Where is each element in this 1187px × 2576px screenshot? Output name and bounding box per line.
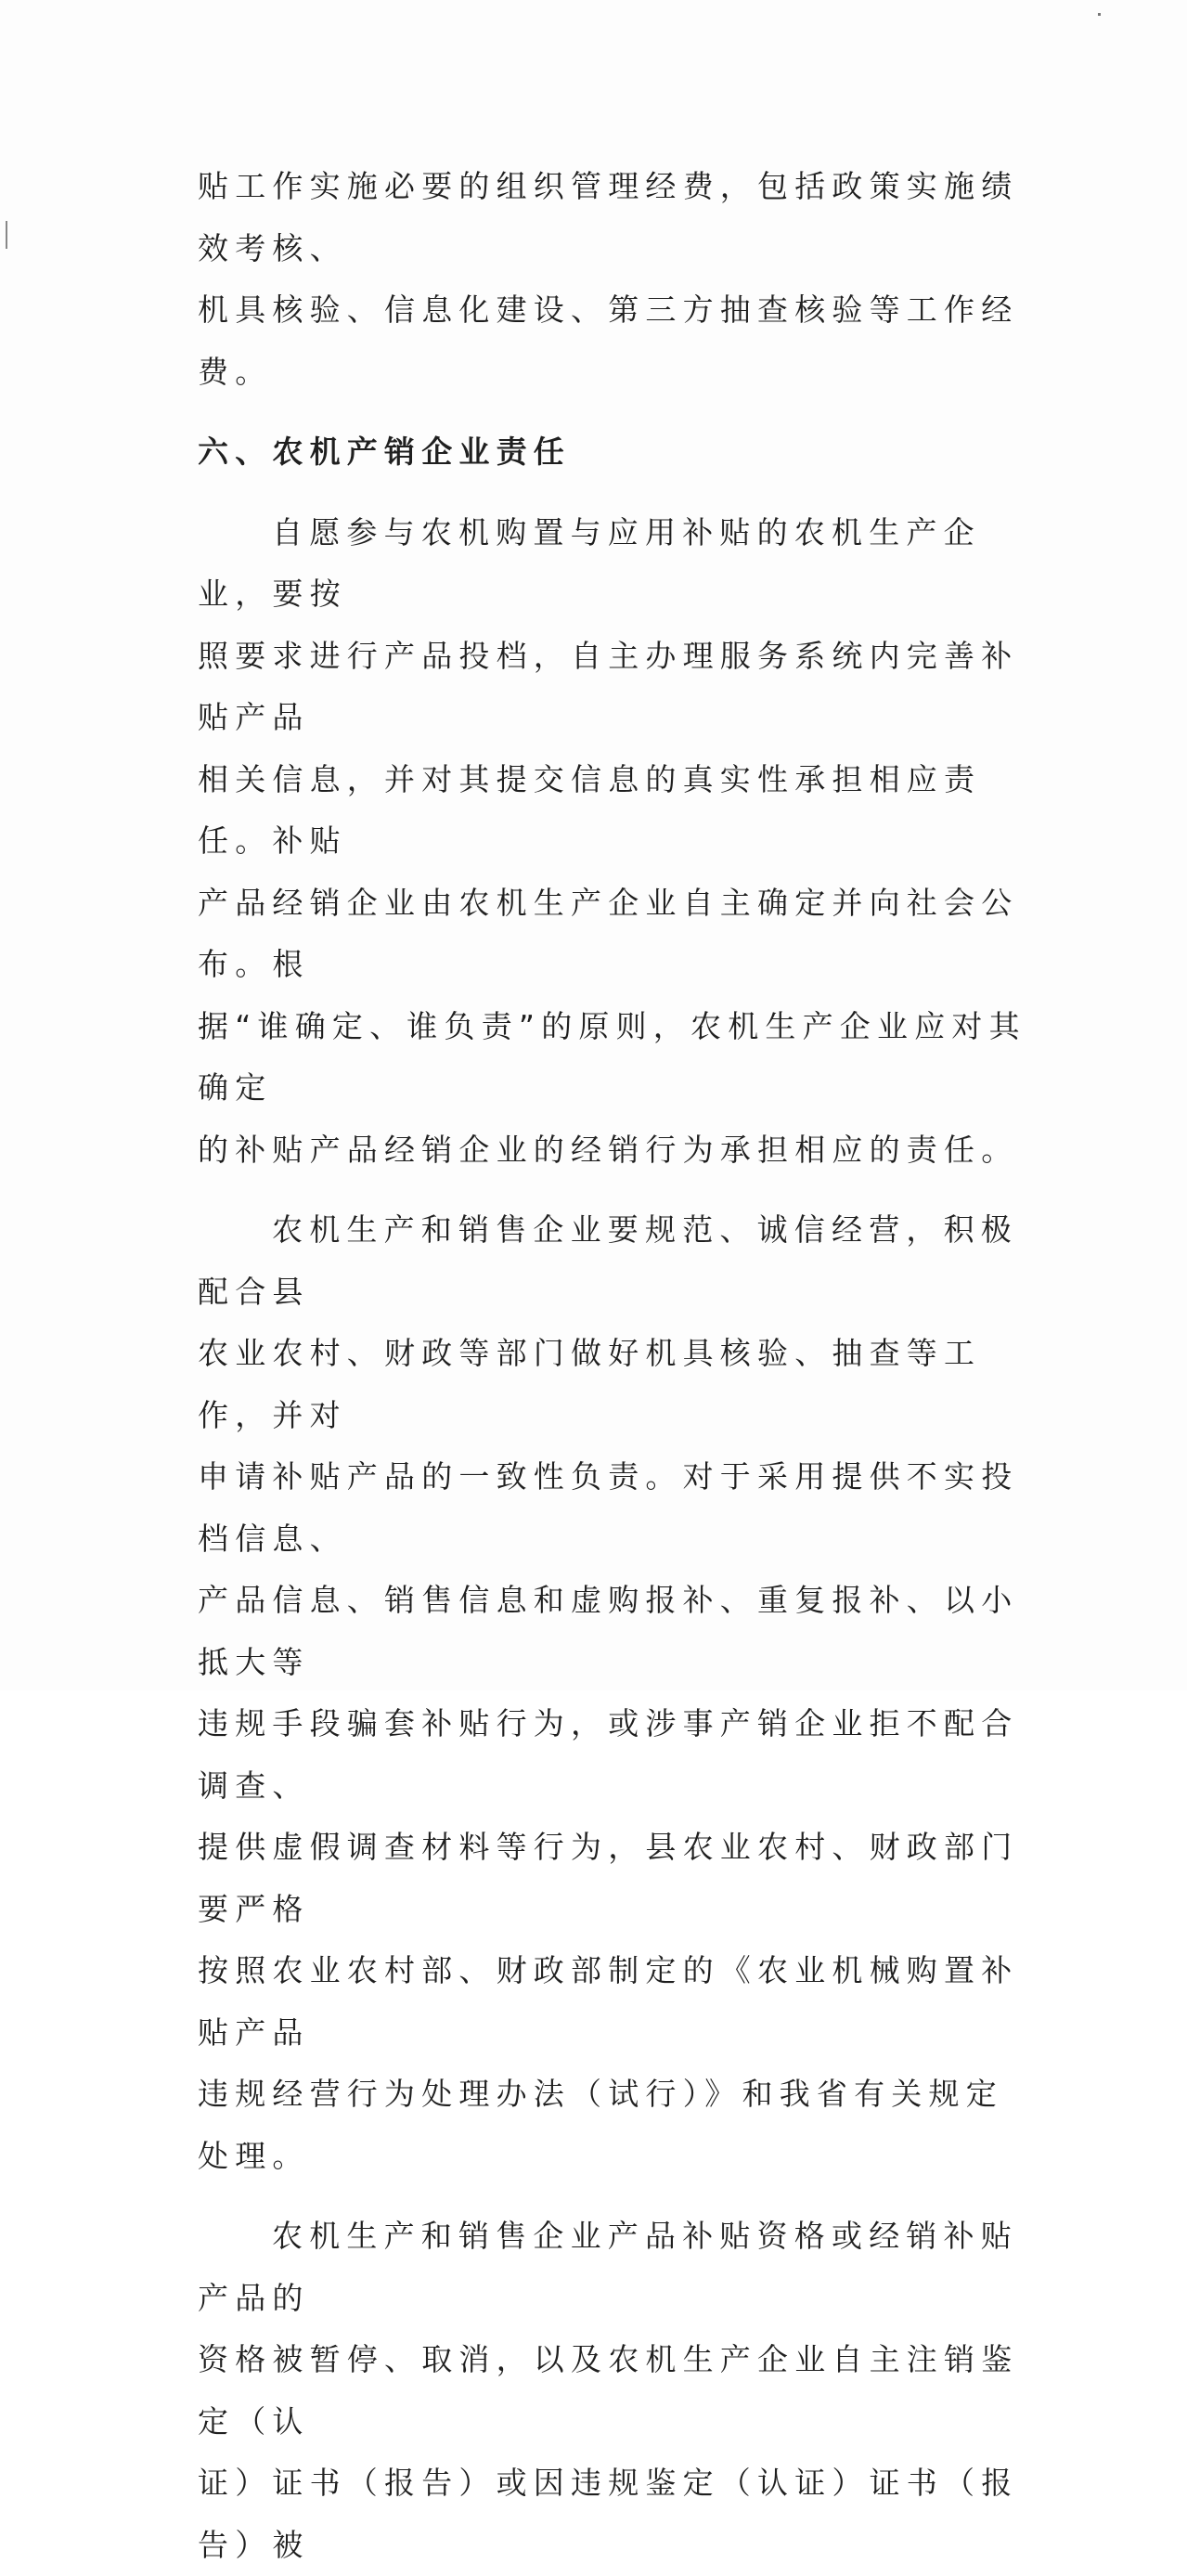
- text-line: 资格被暂停、取消，以及农机生产企业自主注销鉴定（认: [198, 2341, 1019, 2440]
- document-body: [198, 156, 1029, 2576]
- section-heading: 六、农机产销企业责任: [198, 434, 571, 470]
- text-line: 违规手段骗套补贴行为，或涉事产销企业拒不配合调查、: [198, 1705, 1019, 1804]
- text-line: 的补贴产品经销企业的经销行为承担相应的责任。: [198, 1131, 1019, 1168]
- text-line: 产品信息、销售信息和虚购报补、重复报补、以小抵大等: [198, 1582, 1019, 1680]
- paragraph-1: [198, 502, 1029, 1182]
- scan-edge-mark: [6, 221, 7, 249]
- scan-dot: [1098, 13, 1101, 16]
- text-line: 农机生产和销售企业要规范、诚信经营，积极配合县: [198, 1211, 1018, 1310]
- paragraph-3: [198, 2206, 1029, 2576]
- text-line: 证）证书（报告）或因违规鉴定（认证）证书（报告）被: [198, 2465, 1019, 2563]
- text-line: 申请补贴产品的一致性负责。对于采用提供不实投档信息、: [198, 1458, 1019, 1557]
- text-line: 自愿参与农机购置与应用补贴的农机生产企业，要按: [198, 513, 981, 612]
- text-line: 农机生产和销售企业产品补贴资格或经销补贴产品的: [198, 2218, 1018, 2316]
- text-line: 贴工作实施必要的组织管理经费，包括政策实施绩效考核、: [198, 168, 1019, 266]
- text-line: 据“谁确定、谁负责”的原则，农机生产企业应对其确定: [198, 1007, 1026, 1106]
- text-line: 机具核验、信息化建设、第三方抽查核验等工作经费。: [198, 291, 1019, 390]
- text-line: 产品经销企业由农机生产企业自主确定并向社会公布。根: [198, 884, 1019, 982]
- continuation-paragraph: [198, 156, 1029, 403]
- text-line: 提供虚假调查材料等行为，县农业农村、财政部门要严格: [198, 1829, 1019, 1927]
- text-line: 农业农村、财政等部门做好机具核验、抽查等工作，并对: [198, 1335, 982, 1433]
- text-line: 相关信息，并对其提交信息的真实性承担相应责任。补贴: [198, 760, 982, 859]
- text-line: 违规经营行为处理办法（试行）》和我省有关规定处理。: [198, 2076, 1003, 2174]
- text-line: 按照农业农村部、财政部制定的《农业机械购置补贴产品: [198, 1952, 1019, 2051]
- text-line: 照要求进行产品投档，自主办理服务系统内完善补贴产品: [198, 637, 1019, 735]
- paragraph-2: [198, 1199, 1029, 2187]
